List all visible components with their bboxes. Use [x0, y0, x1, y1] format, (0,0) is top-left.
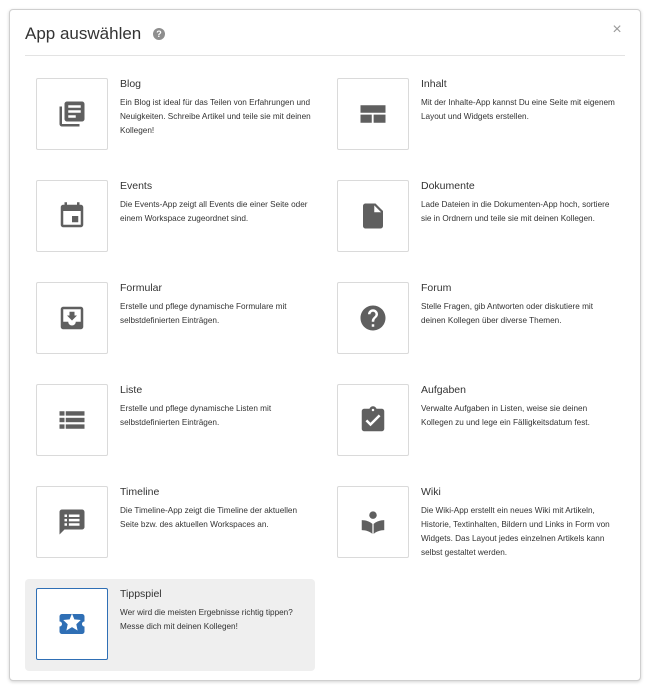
app-description: Erstelle und pflege dynamische Listen mit selbstdefinierten Einträgen.	[120, 404, 272, 427]
app-description: Verwalte Aufgaben in Listen, weise sie deinen Kollegen zu und lege ein Fälligkeitsdatum fest.	[421, 404, 590, 427]
app-description: Ein Blog ist ideal für das Teilen von Erfahrungen und Neuigkeiten. Schreibe Artikel und teile sie mit deinen Kollegen!	[120, 98, 311, 135]
app-option-blog[interactable]	[25, 69, 315, 161]
blog-icon	[57, 99, 87, 129]
app-tile[interactable]	[36, 282, 108, 354]
app-name: Forum	[421, 282, 452, 294]
ticket-star-icon	[57, 609, 87, 639]
app-tile[interactable]	[36, 588, 108, 660]
app-name: Timeline	[120, 486, 160, 498]
close-icon[interactable]: ×	[612, 21, 622, 38]
app-description: Erstelle und pflege dynamische Formulare mit selbstdefinierten Einträgen.	[120, 302, 287, 325]
app-tile[interactable]	[337, 486, 409, 558]
app-description: Lade Dateien in die Dokumenten-App hoch, sortiere sie in Ordnern und teile sie mit deinen Kollegen.	[421, 200, 610, 223]
app-name: Inhalt	[421, 78, 447, 90]
app-option-aufgaben[interactable]	[326, 375, 616, 467]
app-description: Die Wiki-App erstellt ein neues Wiki mit Artikeln, Historie, Textinhalten, Bildern und Links in Form von Widgets. Das Layout jedes einzelnen Artikels kann selbst gestaltet werden.	[421, 506, 610, 557]
chat-lines-icon	[57, 507, 87, 537]
app-description: Mit der Inhalte-App kannst Du eine Seite mit eigenem Layout und Widgets erstellen.	[421, 98, 615, 121]
app-option-timeline[interactable]	[25, 477, 315, 569]
app-description: Die Events-App zeigt all Events die einer Seite oder einem Workspace zugeordnet sind.	[120, 200, 308, 223]
app-select-dialog	[9, 9, 641, 681]
app-description: Wer wird die meisten Ergebnisse richtig tippen? Messe dich mit deinen Kollegen!	[120, 608, 293, 631]
layout-icon	[358, 99, 388, 129]
app-option-formular[interactable]	[25, 273, 315, 365]
app-name: Blog	[120, 78, 142, 90]
document-icon	[358, 201, 388, 231]
app-option-events[interactable]	[25, 171, 315, 263]
inbox-download-icon	[57, 303, 87, 333]
calendar-icon	[57, 201, 87, 231]
app-tile[interactable]	[337, 180, 409, 252]
app-tile[interactable]	[36, 78, 108, 150]
book-reader-icon	[358, 507, 388, 537]
app-tile[interactable]	[36, 384, 108, 456]
app-name: Formular	[120, 282, 163, 294]
app-name: Events	[120, 180, 153, 192]
dialog-header	[25, 10, 625, 56]
app-name: Tippspiel	[120, 588, 162, 600]
app-tile[interactable]	[337, 384, 409, 456]
app-name: Wiki	[421, 486, 441, 498]
app-name: Dokumente	[421, 180, 475, 192]
app-tile[interactable]	[36, 180, 108, 252]
app-option-dokumente[interactable]	[326, 171, 616, 263]
list-icon	[57, 405, 87, 435]
app-option-liste[interactable]	[25, 375, 315, 467]
app-option-inhalt[interactable]	[326, 69, 616, 161]
app-name: Liste	[120, 384, 143, 396]
app-tile[interactable]	[337, 282, 409, 354]
app-tile[interactable]	[36, 486, 108, 558]
help-icon[interactable]: ?	[153, 28, 165, 40]
app-description: Stelle Fragen, gib Antworten oder diskutiere mit deinen Kollegen über diverse Themen.	[421, 302, 594, 325]
app-description: Die Timeline-App zeigt die Timeline der aktuellen Seite bzw. des aktuellen Workspaces an.	[120, 506, 298, 529]
app-option-wiki[interactable]	[326, 477, 616, 569]
question-icon	[358, 303, 388, 333]
app-option-tippspiel[interactable]	[25, 579, 315, 671]
app-name: Aufgaben	[421, 384, 466, 396]
app-tile[interactable]	[337, 78, 409, 150]
clipboard-check-icon	[358, 405, 388, 435]
dialog-title: App auswählen	[25, 24, 142, 43]
app-option-forum[interactable]	[326, 273, 616, 365]
